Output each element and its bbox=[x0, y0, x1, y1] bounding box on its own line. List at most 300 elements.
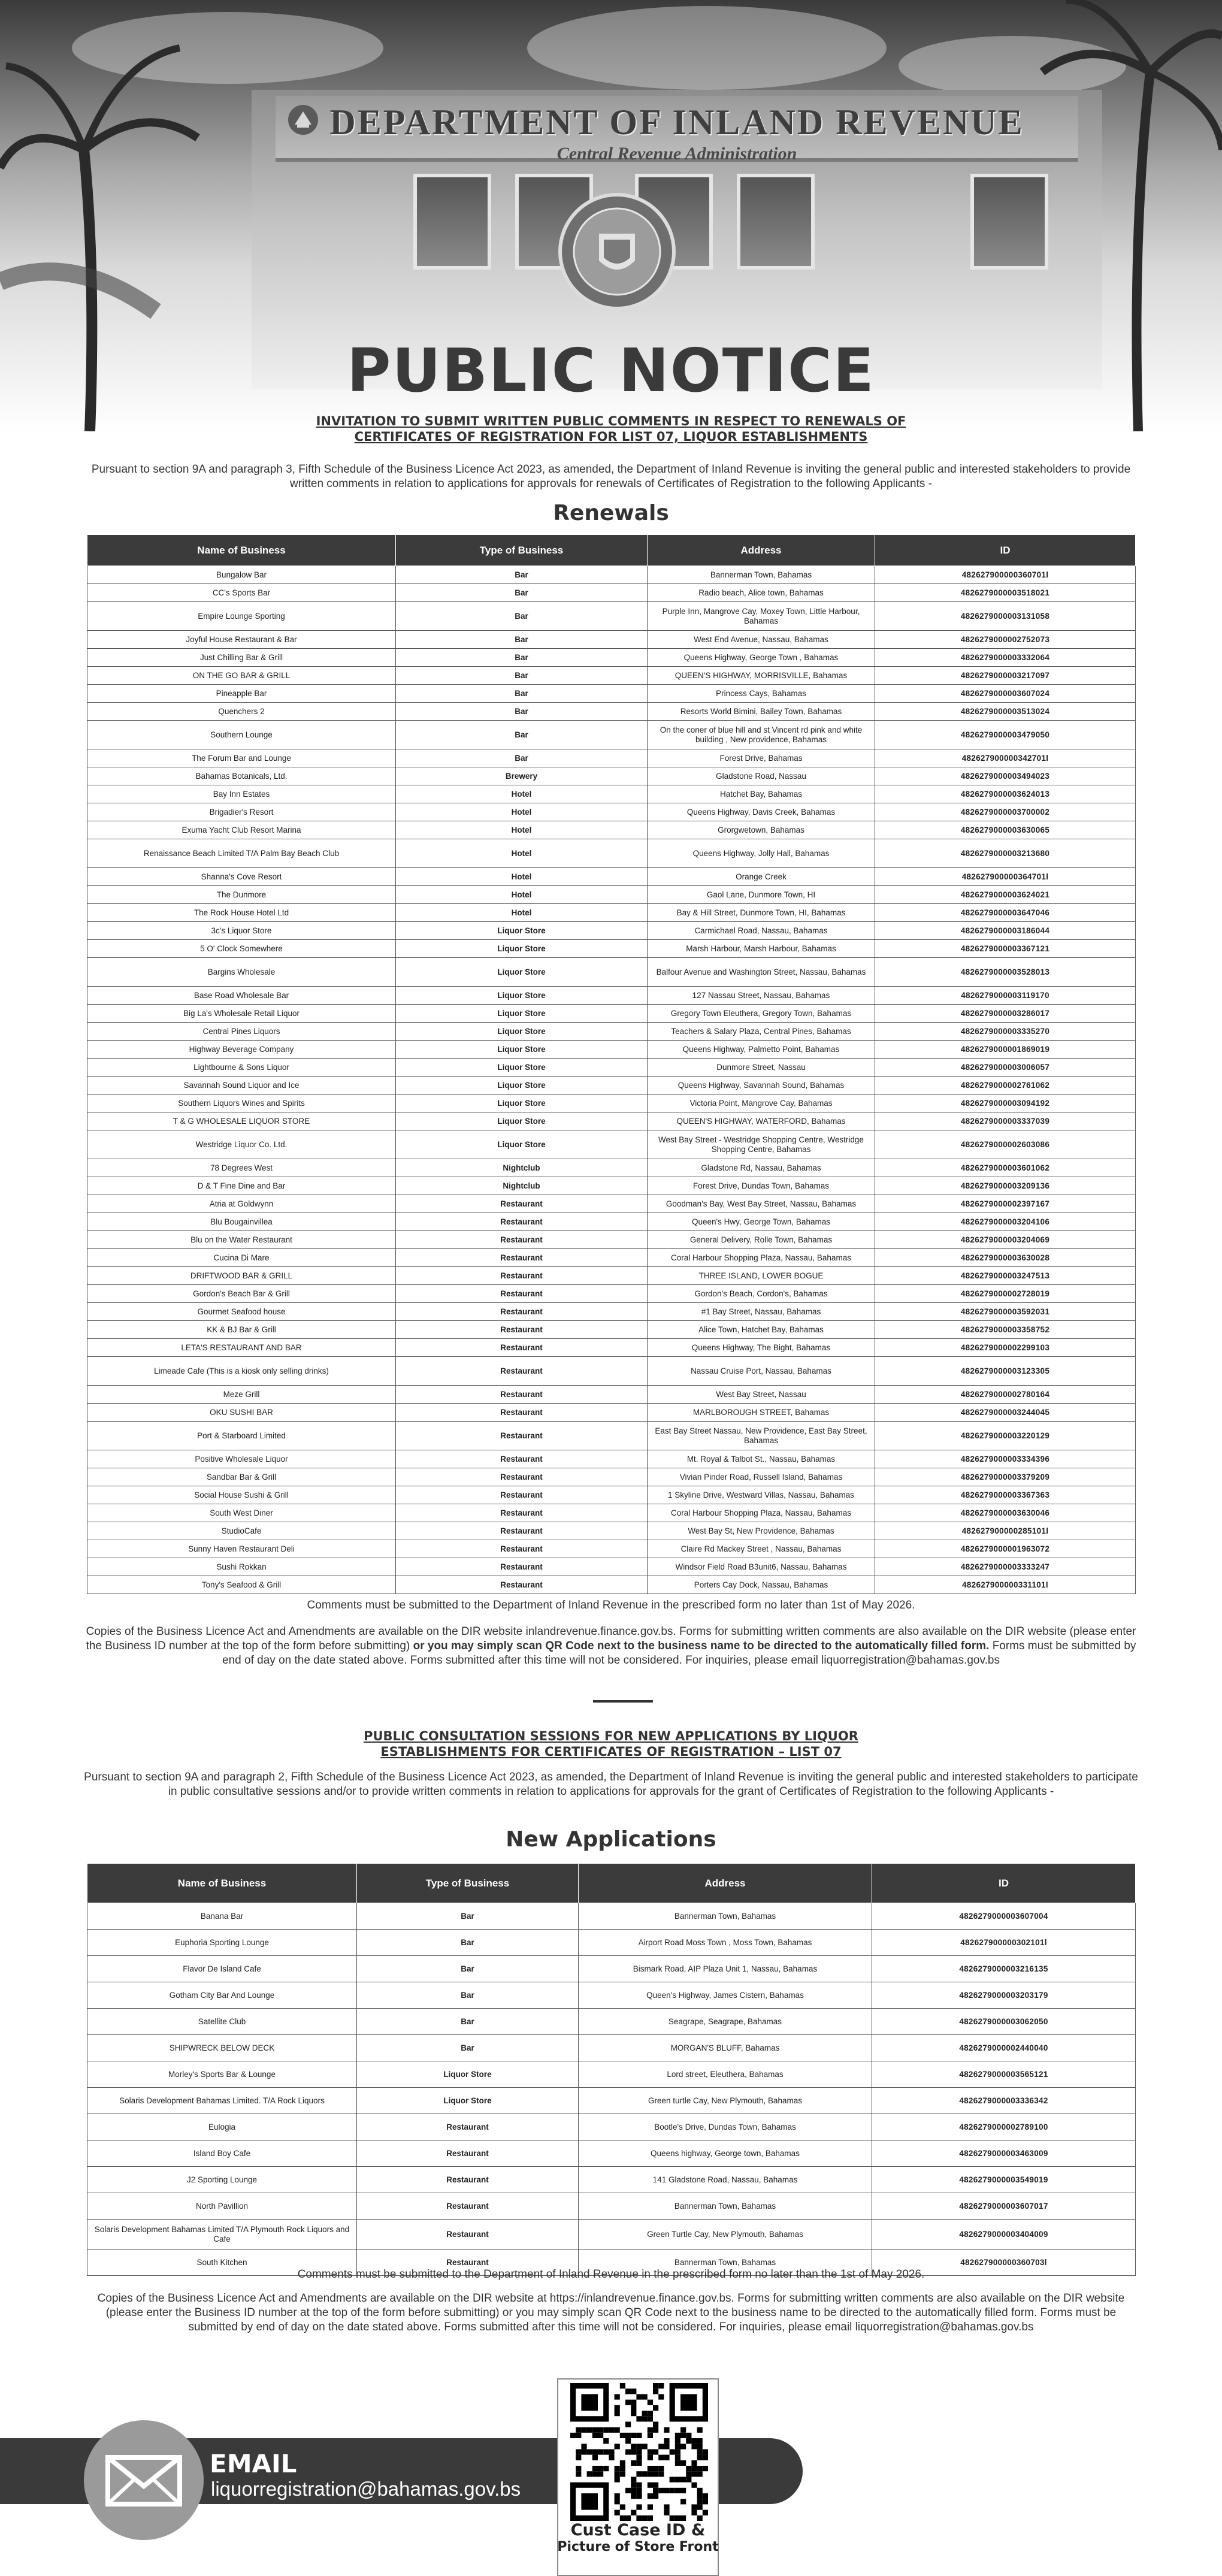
business-type-cell: Restaurant bbox=[396, 1504, 648, 1522]
table-row bbox=[87, 1041, 1136, 1059]
business-id-cell: 4826279000003286017 bbox=[875, 1005, 1136, 1023]
business-type-cell: Liquor Store bbox=[396, 958, 648, 987]
table-row bbox=[87, 721, 1136, 749]
business-id-cell: 4826279000003220129 bbox=[875, 1422, 1136, 1450]
qr-caption bbox=[557, 2522, 719, 2556]
business-name-cell: Positive Wholesale Liquor bbox=[87, 1450, 396, 1468]
business-id-cell: 4826279000003607004 bbox=[872, 1903, 1136, 1930]
address-cell: Dunmore Street, Nassau bbox=[648, 1059, 875, 1077]
business-name-cell: Morley's Sports Bar & Lounge bbox=[87, 2061, 357, 2088]
address-cell: Gladstone Rd, Nassau, Bahamas bbox=[648, 1159, 875, 1177]
business-name-cell: Bargins Wholesale bbox=[87, 958, 396, 987]
address-cell: General Delivery, Rolle Town, Bahamas bbox=[648, 1231, 875, 1249]
renewals-heading-line2: CERTIFICATES OF REGISTRATION FOR LIST 07, LIQUOR ESTABLISHMENTS bbox=[354, 430, 868, 444]
business-name-cell: Gotham City Bar And Lounge bbox=[87, 1982, 357, 2009]
business-id-cell: 4826279000003213680 bbox=[875, 839, 1136, 868]
table-row bbox=[87, 1450, 1136, 1468]
table-row bbox=[87, 1486, 1136, 1504]
address-cell: Coral Harbour Shopping Plaza, Nassau, Bahamas bbox=[648, 1249, 875, 1267]
business-id-cell: 4826279000003244045 bbox=[875, 1404, 1136, 1422]
table-row bbox=[87, 2114, 1136, 2140]
address-cell: Queen's Highway, James Cistern, Bahamas bbox=[579, 1982, 872, 2009]
email-badge bbox=[84, 2420, 204, 2540]
business-type-cell: Bar bbox=[357, 1982, 579, 2009]
table-row bbox=[87, 1059, 1136, 1077]
business-id-cell: 4826279000003216135 bbox=[872, 1956, 1136, 1982]
renewals-deadline: Comments must be submitted to the Department of Inland Revenue in the prescribed form no later than 1st of May 2026. bbox=[307, 1599, 915, 1611]
business-name-cell: Southern Lounge bbox=[87, 721, 396, 749]
table-row bbox=[87, 1303, 1136, 1321]
business-id-cell: 4826279000003119170 bbox=[875, 987, 1136, 1005]
business-name-cell: Shanna's Cove Resort bbox=[87, 868, 396, 886]
business-id-cell: 4826279000003334396 bbox=[875, 1450, 1136, 1468]
business-type-cell: Liquor Store bbox=[396, 1077, 648, 1095]
business-name-cell: North Pavillion bbox=[87, 2193, 357, 2220]
business-name-cell: Gordon's Beach Bar & Grill bbox=[87, 1285, 396, 1303]
table-row bbox=[87, 667, 1136, 685]
table-row bbox=[87, 922, 1136, 940]
business-type-cell: Restaurant bbox=[396, 1386, 648, 1404]
business-id-cell: 4826279000002761062 bbox=[875, 1077, 1136, 1095]
business-type-cell: Bar bbox=[357, 1956, 579, 1982]
table-row bbox=[87, 1540, 1136, 1558]
table-row bbox=[87, 703, 1136, 721]
business-name-cell: Cucina Di Mare bbox=[87, 1249, 396, 1267]
business-name-cell: Sushi Rokkan bbox=[87, 1558, 396, 1576]
table-row bbox=[87, 1231, 1136, 1249]
business-name-cell: Central Pines Liquors bbox=[87, 1023, 396, 1041]
business-type-cell: Restaurant bbox=[396, 1303, 648, 1321]
business-name-cell: Blu Bougainvillea bbox=[87, 1213, 396, 1231]
table-row bbox=[87, 940, 1136, 958]
business-type-cell: Restaurant bbox=[396, 1249, 648, 1267]
table-row bbox=[87, 1982, 1136, 2009]
business-type-cell: Liquor Store bbox=[396, 922, 648, 940]
business-id-cell: 4826279000003336342 bbox=[872, 2088, 1136, 2114]
table-row bbox=[87, 1023, 1136, 1041]
business-id-cell: 4826279000003463009 bbox=[872, 2140, 1136, 2167]
business-name-cell: Social House Sushi & Grill bbox=[87, 1486, 396, 1504]
table-row bbox=[87, 1005, 1136, 1023]
business-type-cell: Nightclub bbox=[396, 1177, 648, 1195]
new-applications-intro: Pursuant to section 9A and paragraph 2, Fifth Schedule of the Business Licence Act 2023, as amended, the Department of Inland Revenue is inviting the general public and interested stakeholders to participate in public consultative sessions and/or to provide written comments in relation to applications for approvals for the grant of Certificates of Registration to the following Applicants - bbox=[84, 1771, 1138, 1798]
new-heading-line2: ESTABLISHMENTS FOR CERTIFICATES OF REGISTRATION – LIST 07 bbox=[380, 1744, 842, 1759]
address-cell: Victoria Point, Mangrove Cay, Bahamas bbox=[648, 1095, 875, 1112]
business-name-cell: South West Diner bbox=[87, 1504, 396, 1522]
address-cell: Bannerman Town, Bahamas bbox=[579, 2250, 872, 2276]
column-header: Name of Business bbox=[87, 535, 396, 566]
business-id-cell: 4826279000003217097 bbox=[875, 667, 1136, 685]
envelope-icon bbox=[84, 2420, 204, 2540]
business-type-cell: Hotel bbox=[396, 839, 648, 868]
address-cell: Queens Highway, Jolly Hall, Bahamas bbox=[648, 839, 875, 868]
column-header: ID bbox=[875, 535, 1136, 566]
business-name-cell: Sunny Haven Restaurant Deli bbox=[87, 1540, 396, 1558]
column-header: Name of Business bbox=[87, 1864, 357, 1903]
table-row bbox=[87, 1357, 1136, 1386]
table-row bbox=[87, 2035, 1136, 2061]
business-type-cell: Liquor Store bbox=[357, 2061, 579, 2088]
address-cell: Coral Harbour Shopping Plaza, Nassau, Bahamas bbox=[648, 1504, 875, 1522]
business-id-cell: 4826279000002789100 bbox=[872, 2114, 1136, 2140]
business-id-cell: 4826279000003367121 bbox=[875, 940, 1136, 958]
business-id-cell: 4826279000002728019 bbox=[875, 1285, 1136, 1303]
business-id-cell: 4826279000003479050 bbox=[875, 721, 1136, 749]
address-cell: Teachers & Salary Plaza, Central Pines, Bahamas bbox=[648, 1023, 875, 1041]
table-row bbox=[87, 1130, 1136, 1159]
address-cell: Queens highway, George town, Bahamas bbox=[579, 2140, 872, 2167]
business-type-cell: Restaurant bbox=[396, 1357, 648, 1386]
business-id-cell: 4826279000003337039 bbox=[875, 1112, 1136, 1130]
business-id-cell: 482627900000285101l bbox=[875, 1522, 1136, 1540]
table-row bbox=[87, 785, 1136, 803]
business-name-cell: Limeade Cafe (This is a kiosk only selling drinks) bbox=[87, 1357, 396, 1386]
business-type-cell: Bar bbox=[396, 566, 648, 584]
business-name-cell: Joyful House Restaurant & Bar bbox=[87, 631, 396, 649]
address-cell: Grorgwetown, Bahamas bbox=[648, 821, 875, 839]
business-id-cell: 4826279000003518021 bbox=[875, 584, 1136, 602]
business-name-cell: Gourmet Seafood house bbox=[87, 1303, 396, 1321]
business-type-cell: Hotel bbox=[396, 886, 648, 904]
email-label: EMAIL bbox=[210, 2449, 297, 2478]
business-type-cell: Restaurant bbox=[396, 1422, 648, 1450]
address-cell: Balfour Avenue and Washington Street, Nassau, Bahamas bbox=[648, 958, 875, 987]
business-id-cell: 4826279000002603086 bbox=[875, 1130, 1136, 1159]
new-applications-deadline: Comments must be submitted to the Department of Inland Revenue in the prescribed form no later than the 1st of May 2026. bbox=[297, 2268, 925, 2281]
business-type-cell: Bar bbox=[357, 1903, 579, 1930]
business-name-cell: LETA'S RESTAURANT AND BAR bbox=[87, 1339, 396, 1357]
address-cell: 127 Nassau Street, Nassau, Bahamas bbox=[648, 987, 875, 1005]
business-type-cell: Restaurant bbox=[396, 1468, 648, 1486]
table-row bbox=[87, 1213, 1136, 1231]
business-name-cell: Brigadier's Resort bbox=[87, 803, 396, 821]
address-cell: Gregory Town Eleuthera, Gregory Town, Bahamas bbox=[648, 1005, 875, 1023]
column-header: Type of Business bbox=[357, 1864, 579, 1903]
table-row bbox=[87, 649, 1136, 667]
renewals-copies-note bbox=[84, 1625, 1138, 1668]
business-id-cell: 4826279000003630028 bbox=[875, 1249, 1136, 1267]
business-type-cell: Liquor Store bbox=[396, 1023, 648, 1041]
address-cell: Claire Rd Mackey Street , Nassau, Bahamas bbox=[648, 1540, 875, 1558]
business-type-cell: Restaurant bbox=[396, 1267, 648, 1285]
business-type-cell: Restaurant bbox=[396, 1404, 648, 1422]
table-row bbox=[87, 1285, 1136, 1303]
table-row bbox=[87, 1159, 1136, 1177]
business-type-cell: Nightclub bbox=[396, 1159, 648, 1177]
business-type-cell: Restaurant bbox=[396, 1321, 648, 1339]
business-name-cell: Exuma Yacht Club Resort Marina bbox=[87, 821, 396, 839]
business-id-cell: 4826279000003062050 bbox=[872, 2009, 1136, 2035]
address-cell: Resorts World Bimini, Bailey Town, Bahamas bbox=[648, 703, 875, 721]
business-name-cell: 3c's Liquor Store bbox=[87, 922, 396, 940]
business-name-cell: Island Boy Cafe bbox=[87, 2140, 357, 2167]
table-row bbox=[87, 904, 1136, 922]
business-type-cell: Bar bbox=[396, 602, 648, 631]
address-cell: MORGAN'S BLUFF, Bahamas bbox=[579, 2035, 872, 2061]
business-id-cell: 4826279000003630065 bbox=[875, 821, 1136, 839]
address-cell: Bannerman Town, Bahamas bbox=[648, 566, 875, 584]
business-name-cell: Quenchers 2 bbox=[87, 703, 396, 721]
business-id-cell: 4826279000003333247 bbox=[875, 1558, 1136, 1576]
business-type-cell: Restaurant bbox=[357, 2167, 579, 2193]
business-id-cell: 4826279000003700002 bbox=[875, 803, 1136, 821]
business-name-cell: Highway Beverage Company bbox=[87, 1041, 396, 1059]
business-type-cell: Bar bbox=[396, 685, 648, 703]
address-cell: Goodman's Bay, West Bay Street, Nassau, Bahamas bbox=[648, 1195, 875, 1213]
copies-text: Copies of the Business Licence Act and Amendments are available on the DIR website inlandrevenue.finance.gov.bs. Forms for submitting written comments are also available on the DIR website (please enter the Business ID number at the top of the form before submitting) bbox=[86, 1625, 1136, 1652]
business-id-cell: 482627900000302101l bbox=[872, 1930, 1136, 1956]
address-cell: QUEEN'S HIGHWAY, WATERFORD, Bahamas bbox=[648, 1112, 875, 1130]
address-cell: 141 Gladstone Road, Nassau, Bahamas bbox=[579, 2167, 872, 2193]
business-name-cell: Flavor De Island Cafe bbox=[87, 1956, 357, 1982]
building-window bbox=[413, 174, 491, 270]
business-name-cell: The Dunmore bbox=[87, 886, 396, 904]
table-row bbox=[87, 1576, 1136, 1594]
table-row bbox=[87, 749, 1136, 767]
table-row bbox=[87, 821, 1136, 839]
renewals-intro: Pursuant to section 9A and paragraph 3, Fifth Schedule of the Business Licence Act 2023, as amended, the Department of Inland Revenue is inviting the general public and interested stakeholders to provide written comments in relation to applications for approvals for renewals of Certificates of Registration to the following Applicants - bbox=[91, 463, 1131, 490]
business-name-cell: Blu on the Water Restaurant bbox=[87, 1231, 396, 1249]
address-cell: Windsor Field Road B3unit6, Nassau, Bahamas bbox=[648, 1558, 875, 1576]
address-cell: Gladstone Road, Nassau bbox=[648, 767, 875, 785]
department-subtitle: Central Revenue Administration bbox=[556, 144, 797, 164]
table-row bbox=[87, 1321, 1136, 1339]
table-row bbox=[87, 1404, 1136, 1422]
table-row bbox=[87, 868, 1136, 886]
business-id-cell: 4826279000003123305 bbox=[875, 1357, 1136, 1386]
business-type-cell: Liquor Store bbox=[396, 1041, 648, 1059]
business-id-cell: 4826279000003204069 bbox=[875, 1231, 1136, 1249]
business-type-cell: Restaurant bbox=[396, 1285, 648, 1303]
business-name-cell: Banana Bar bbox=[87, 1903, 357, 1930]
business-type-cell: Liquor Store bbox=[396, 1059, 648, 1077]
column-header: Address bbox=[648, 535, 875, 566]
business-type-cell: Liquor Store bbox=[396, 1112, 648, 1130]
business-name-cell: Bahamas Botanicals, Ltd. bbox=[87, 767, 396, 785]
business-id-cell: 4826279000003203179 bbox=[872, 1982, 1136, 2009]
business-name-cell: 78 Degrees West bbox=[87, 1159, 396, 1177]
business-type-cell: Restaurant bbox=[396, 1558, 648, 1576]
business-id-cell: 4826279000003094192 bbox=[875, 1095, 1136, 1112]
business-type-cell: Restaurant bbox=[396, 1231, 648, 1249]
table-row bbox=[87, 1522, 1136, 1540]
business-name-cell: Solaris Development Bahamas Limited T/A Plymouth Rock Liquors and Cafe bbox=[87, 2220, 357, 2250]
table-row bbox=[87, 1956, 1136, 1982]
business-id-cell: 4826279000003607017 bbox=[872, 2193, 1136, 2220]
business-name-cell: Eulogia bbox=[87, 2114, 357, 2140]
business-type-cell: Hotel bbox=[396, 868, 648, 886]
address-cell: Forest Drive, Bahamas bbox=[648, 749, 875, 767]
address-cell: Bay & Hill Street, Dunmore Town, HI, Bahamas bbox=[648, 904, 875, 922]
section-divider bbox=[593, 1700, 653, 1703]
business-id-cell: 4826279000002299103 bbox=[875, 1339, 1136, 1357]
table-row bbox=[87, 1558, 1136, 1576]
address-cell: THREE ISLAND, LOWER BOGUE bbox=[648, 1267, 875, 1285]
address-cell: Forest Drive, Dundas Town, Bahamas bbox=[648, 1177, 875, 1195]
business-name-cell: The Rock House Hotel Ltd bbox=[87, 904, 396, 922]
business-id-cell: 4826279000003006057 bbox=[875, 1059, 1136, 1077]
business-id-cell: 4826279000003209136 bbox=[875, 1177, 1136, 1195]
business-type-cell: Restaurant bbox=[396, 1213, 648, 1231]
business-id-cell: 4826279000003186044 bbox=[875, 922, 1136, 940]
address-cell: West Bay St, New Providence, Bahamas bbox=[648, 1522, 875, 1540]
address-cell: Queens Highway, Savannah Sound, Bahamas bbox=[648, 1077, 875, 1095]
table-row bbox=[87, 566, 1136, 584]
business-type-cell: Restaurant bbox=[396, 1486, 648, 1504]
table-row bbox=[87, 767, 1136, 785]
business-type-cell: Restaurant bbox=[396, 1195, 648, 1213]
address-cell: #1 Bay Street, Nassau, Bahamas bbox=[648, 1303, 875, 1321]
business-type-cell: Hotel bbox=[396, 785, 648, 803]
new-applications-table-body bbox=[87, 1903, 1136, 2276]
table-row bbox=[87, 958, 1136, 987]
business-id-cell: 4826279000003247513 bbox=[875, 1267, 1136, 1285]
business-name-cell: ON THE GO BAR & GRILL bbox=[87, 667, 396, 685]
address-cell: Purple Inn, Mangrove Cay, Moxey Town, Little Harbour, Bahamas bbox=[648, 602, 875, 631]
address-cell: Lord street, Eleuthera, Bahamas bbox=[579, 2061, 872, 2088]
business-type-cell: Restaurant bbox=[357, 2193, 579, 2220]
email-address-link[interactable]: liquorregistration@bahamas.gov.bs bbox=[211, 2478, 521, 2500]
address-cell: Orange Creek bbox=[648, 868, 875, 886]
business-name-cell: CC's Sports Bar bbox=[87, 584, 396, 602]
business-type-cell: Bar bbox=[396, 667, 648, 685]
table-row bbox=[87, 602, 1136, 631]
business-name-cell: Bungalow Bar bbox=[87, 566, 396, 584]
business-id-cell: 4826279000003367363 bbox=[875, 1486, 1136, 1504]
business-name-cell: The Forum Bar and Lounge bbox=[87, 749, 396, 767]
business-name-cell: Just Chilling Bar & Grill bbox=[87, 649, 396, 667]
table-row bbox=[87, 1422, 1136, 1450]
business-id-cell: 4826279000003335270 bbox=[875, 1023, 1136, 1041]
address-cell: Green Turtle Cay, New Plymouth, Bahamas bbox=[579, 2220, 872, 2250]
address-cell: Queens Highway, Davis Creek, Bahamas bbox=[648, 803, 875, 821]
table-row bbox=[87, 1930, 1136, 1956]
address-cell: Bannerman Town, Bahamas bbox=[579, 1903, 872, 1930]
business-id-cell: 4826279000003601062 bbox=[875, 1159, 1136, 1177]
business-id-cell: 482627900000364701l bbox=[875, 868, 1136, 886]
business-name-cell: OKU SUSHI BAR bbox=[87, 1404, 396, 1422]
business-id-cell: 4826279000003624021 bbox=[875, 886, 1136, 904]
renewals-table bbox=[87, 534, 1136, 1594]
table-row bbox=[87, 2220, 1136, 2250]
address-cell: Princess Cays, Bahamas bbox=[648, 685, 875, 703]
business-type-cell: Bar bbox=[396, 703, 648, 721]
column-header: ID bbox=[872, 1864, 1136, 1903]
table-row bbox=[87, 1468, 1136, 1486]
business-name-cell: DRIFTWOOD BAR & GRILL bbox=[87, 1267, 396, 1285]
address-cell: Vivian Pinder Road, Russell Island, Bahamas bbox=[648, 1468, 875, 1486]
table-row bbox=[87, 803, 1136, 821]
business-id-cell: 4826279000003549019 bbox=[872, 2167, 1136, 2193]
table-row bbox=[87, 1077, 1136, 1095]
business-type-cell: Liquor Store bbox=[396, 1095, 648, 1112]
business-name-cell: Bay Inn Estates bbox=[87, 785, 396, 803]
qr-code-icon bbox=[559, 2383, 719, 2521]
business-name-cell: Base Road Wholesale Bar bbox=[87, 987, 396, 1005]
business-id-cell: 4826279000003565121 bbox=[872, 2061, 1136, 2088]
business-type-cell: Liquor Store bbox=[396, 940, 648, 958]
business-type-cell: Restaurant bbox=[396, 1540, 648, 1558]
business-name-cell: Solaris Development Bahamas Limited. T/A Rock Liquors bbox=[87, 2088, 357, 2114]
business-id-cell: 4826279000003204106 bbox=[875, 1213, 1136, 1231]
table-row bbox=[87, 1177, 1136, 1195]
business-type-cell: Bar bbox=[357, 2009, 579, 2035]
renewals-table-body bbox=[87, 566, 1136, 1594]
table-row bbox=[87, 886, 1136, 904]
new-applications-table bbox=[87, 1863, 1136, 2276]
address-cell: Queen's Hwy, George Town, Bahamas bbox=[648, 1213, 875, 1231]
business-type-cell: Liquor Store bbox=[357, 2088, 579, 2114]
page-title: PUBLIC NOTICE bbox=[347, 335, 875, 406]
business-id-cell: 4826279000001869019 bbox=[875, 1041, 1136, 1059]
business-id-cell: 4826279000002780164 bbox=[875, 1386, 1136, 1404]
business-name-cell: SHIPWRECK BELOW DECK bbox=[87, 2035, 357, 2061]
table-row bbox=[87, 1386, 1136, 1404]
business-type-cell: Restaurant bbox=[357, 2250, 579, 2276]
business-name-cell: J2 Sporting Lounge bbox=[87, 2167, 357, 2193]
table-row bbox=[87, 584, 1136, 602]
table-row bbox=[87, 1095, 1136, 1112]
copies-text: Forms must be submitted by end of day on the date stated above. Forms submitted after this time will not be considered. For inquiries, please email liquorregistration@bahamas.gov.bs bbox=[222, 1640, 1136, 1667]
address-cell: Mt. Royal & Talbot St., Nassau, Bahamas bbox=[648, 1450, 875, 1468]
table-row bbox=[87, 2140, 1136, 2167]
business-id-cell: 4826279000003630046 bbox=[875, 1504, 1136, 1522]
new-applications-copies-note: Copies of the Business Licence Act and Amendments are available on the DIR website at https://inlandrevenue.finance.gov.bs. Forms for submitting written comments are also available on the DIR website (please enter the Business ID number at the top of the form before submitting) or you may simply scan QR Code next to the business name to be directed to the automatically filled form. Forms must be submitted by end of day on the date stated above. Forms submitted after this time will not be considered. For inquiries, please email liquorregistration@bahamas.gov.bs bbox=[97, 2292, 1125, 2333]
business-type-cell: Bar bbox=[357, 2035, 579, 2061]
business-id-cell: 482627900000360703l bbox=[872, 2250, 1136, 2276]
table-row bbox=[87, 2167, 1136, 2193]
business-name-cell: 5 O' Clock Somewhere bbox=[87, 940, 396, 958]
business-id-cell: 4826279000002397167 bbox=[875, 1195, 1136, 1213]
business-name-cell: Meze Grill bbox=[87, 1386, 396, 1404]
business-id-cell: 4826279000003379209 bbox=[875, 1468, 1136, 1486]
business-name-cell: Sandbar Bar & Grill bbox=[87, 1468, 396, 1486]
address-cell: Nassau Cruise Port, Nassau, Bahamas bbox=[648, 1357, 875, 1386]
business-type-cell: Bar bbox=[396, 649, 648, 667]
table-row bbox=[87, 1339, 1136, 1357]
business-type-cell: Bar bbox=[396, 631, 648, 649]
table-row bbox=[87, 1267, 1136, 1285]
address-cell: East Bay Street Nassau, New Providence, East Bay Street, Bahamas bbox=[648, 1422, 875, 1450]
table-row bbox=[87, 987, 1136, 1005]
address-cell: Queens Highway, Palmetto Point, Bahamas bbox=[648, 1041, 875, 1059]
address-cell: Porters Cay Dock, Nassau, Bahamas bbox=[648, 1576, 875, 1594]
address-cell: Bismark Road, AIP Plaza Unit 1, Nassau, Bahamas bbox=[579, 1956, 872, 1982]
address-cell: QUEEN'S HIGHWAY, MORRISVILLE, Bahamas bbox=[648, 667, 875, 685]
business-name-cell: Tony's Seafood & Grill bbox=[87, 1576, 396, 1594]
address-cell: Alice Town, Hatchet Bay, Bahamas bbox=[648, 1321, 875, 1339]
business-name-cell: T & G WHOLESALE LIQUOR STORE bbox=[87, 1112, 396, 1130]
table-row bbox=[87, 1249, 1136, 1267]
business-name-cell: Satellite Club bbox=[87, 2009, 357, 2035]
address-cell: Queens Highway, The Bight, Bahamas bbox=[648, 1339, 875, 1357]
business-id-cell: 4826279000003513024 bbox=[875, 703, 1136, 721]
business-id-cell: 4826279000003358752 bbox=[875, 1321, 1136, 1339]
address-cell: 1 Skyline Drive, Westward Villas, Nassau, Bahamas bbox=[648, 1486, 875, 1504]
table-row bbox=[87, 2009, 1136, 2035]
business-type-cell: Brewery bbox=[396, 767, 648, 785]
business-id-cell: 482627900000331101l bbox=[875, 1576, 1136, 1594]
business-id-cell: 4826279000003494023 bbox=[875, 767, 1136, 785]
business-id-cell: 4826279000003404009 bbox=[872, 2220, 1136, 2250]
address-cell: Marsh Harbour, Marsh Harbour, Bahamas bbox=[648, 940, 875, 958]
address-cell: West Bay Street - Westridge Shopping Centre, Westridge Shopping Centre, Bahamas bbox=[648, 1130, 875, 1159]
business-type-cell: Bar bbox=[357, 1930, 579, 1956]
business-type-cell: Restaurant bbox=[396, 1522, 648, 1540]
business-name-cell: Westridge Liquor Co. Ltd. bbox=[87, 1130, 396, 1159]
business-type-cell: Restaurant bbox=[396, 1576, 648, 1594]
business-type-cell: Bar bbox=[396, 721, 648, 749]
